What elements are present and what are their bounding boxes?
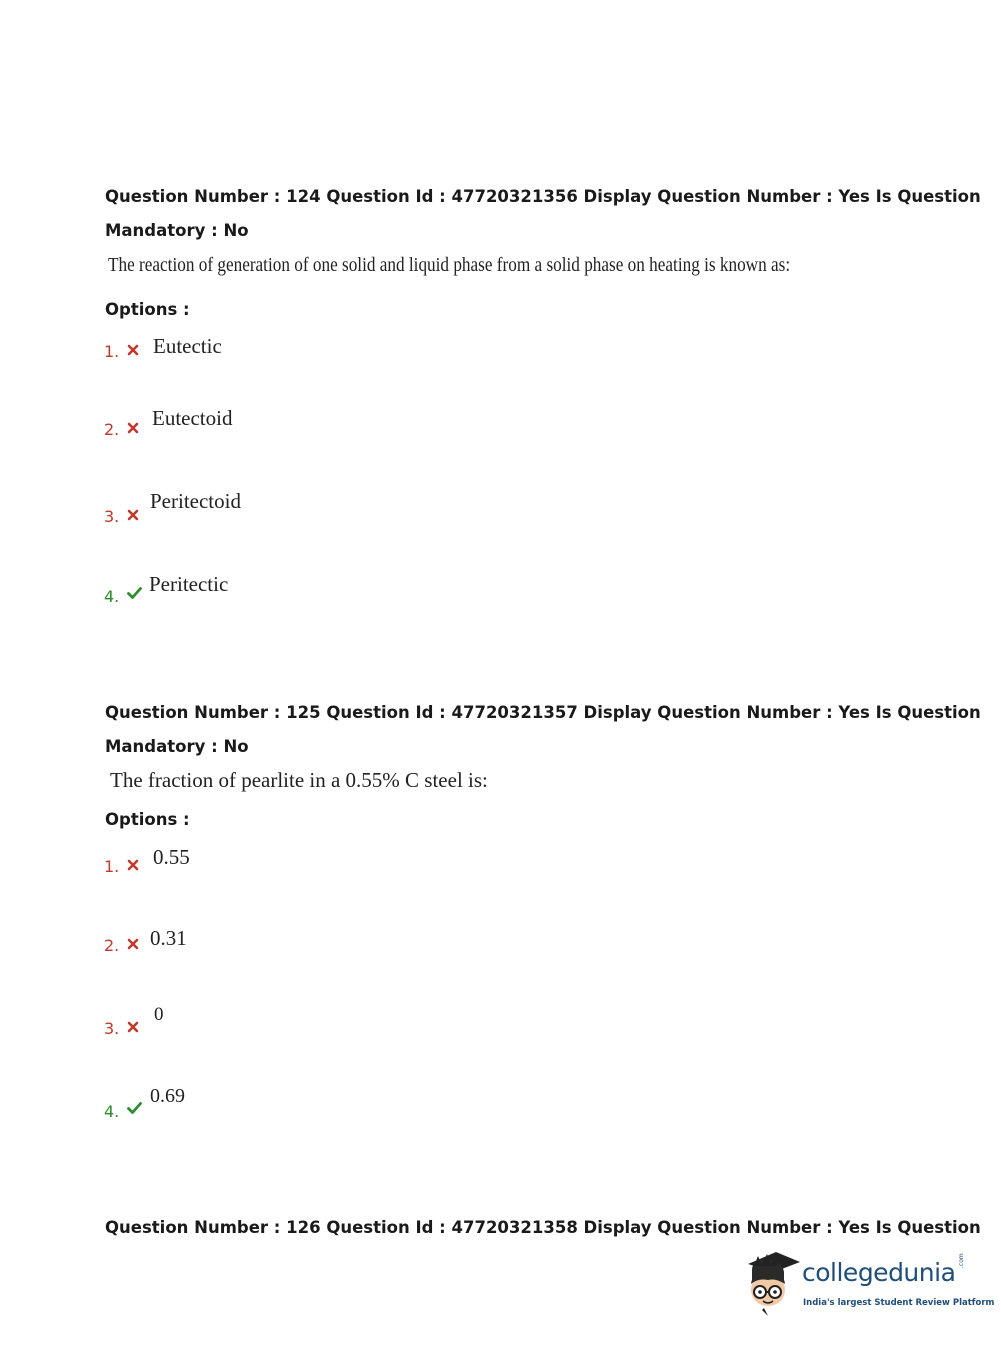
option-text: Eutectic xyxy=(153,334,222,358)
options-label: Options : xyxy=(105,300,190,319)
option-number: 1. xyxy=(104,857,120,876)
option-number: 4. xyxy=(104,1102,120,1121)
logo-wordmark: collegedunia xyxy=(802,1258,956,1287)
logo-tagline: India's largest Student Review Platform xyxy=(803,1298,995,1308)
option-number: 3. xyxy=(104,1019,120,1038)
options-label: Options : xyxy=(105,810,190,829)
question-text-125: The fraction of pearlite in a 0.55% C steel is: xyxy=(110,768,488,792)
mandatory-line: Mandatory : No xyxy=(105,221,249,240)
option-number: 3. xyxy=(104,507,120,526)
question-meta-line: Question Number : 124 Question Id : 47720321356 Display Question Number : Yes Is Question xyxy=(105,187,981,206)
option-number: 1. xyxy=(104,342,120,361)
question-header-126 xyxy=(105,1211,981,1245)
cross-icon xyxy=(126,1020,140,1034)
mascot-icon xyxy=(742,1246,802,1316)
question-text-124: The reaction of generation of one solid and liquid phase from a solid phase on heating is known as: xyxy=(108,254,791,276)
cross-icon xyxy=(126,421,140,435)
check-icon xyxy=(126,586,143,600)
question-header-124 xyxy=(105,180,981,248)
option-number: 2. xyxy=(104,420,120,439)
option-number: 4. xyxy=(104,587,120,606)
option-text: Eutectoid xyxy=(152,406,233,430)
option-text: 0.31 xyxy=(150,926,187,950)
option-number: 2. xyxy=(104,936,120,955)
cross-icon xyxy=(126,858,140,872)
question-meta-line: Question Number : 126 Question Id : 47720321358 Display Question Number : Yes Is Question xyxy=(105,1218,981,1237)
check-icon xyxy=(126,1101,143,1115)
collegedunia-logo xyxy=(742,1246,995,1316)
cross-icon xyxy=(126,343,140,357)
cross-icon xyxy=(126,937,140,951)
cross-icon xyxy=(126,508,140,522)
option-text: 0.69 xyxy=(150,1085,185,1107)
mandatory-line: Mandatory : No xyxy=(105,737,249,756)
option-text: Peritectoid xyxy=(150,489,241,513)
option-text: Peritectic xyxy=(149,572,229,596)
logo-com: .com xyxy=(958,1253,965,1268)
option-text: 0.55 xyxy=(153,845,190,869)
question-meta-line: Question Number : 125 Question Id : 47720321357 Display Question Number : Yes Is Question xyxy=(105,703,981,722)
question-header-125 xyxy=(105,696,981,764)
option-text: 0 xyxy=(154,1004,164,1025)
